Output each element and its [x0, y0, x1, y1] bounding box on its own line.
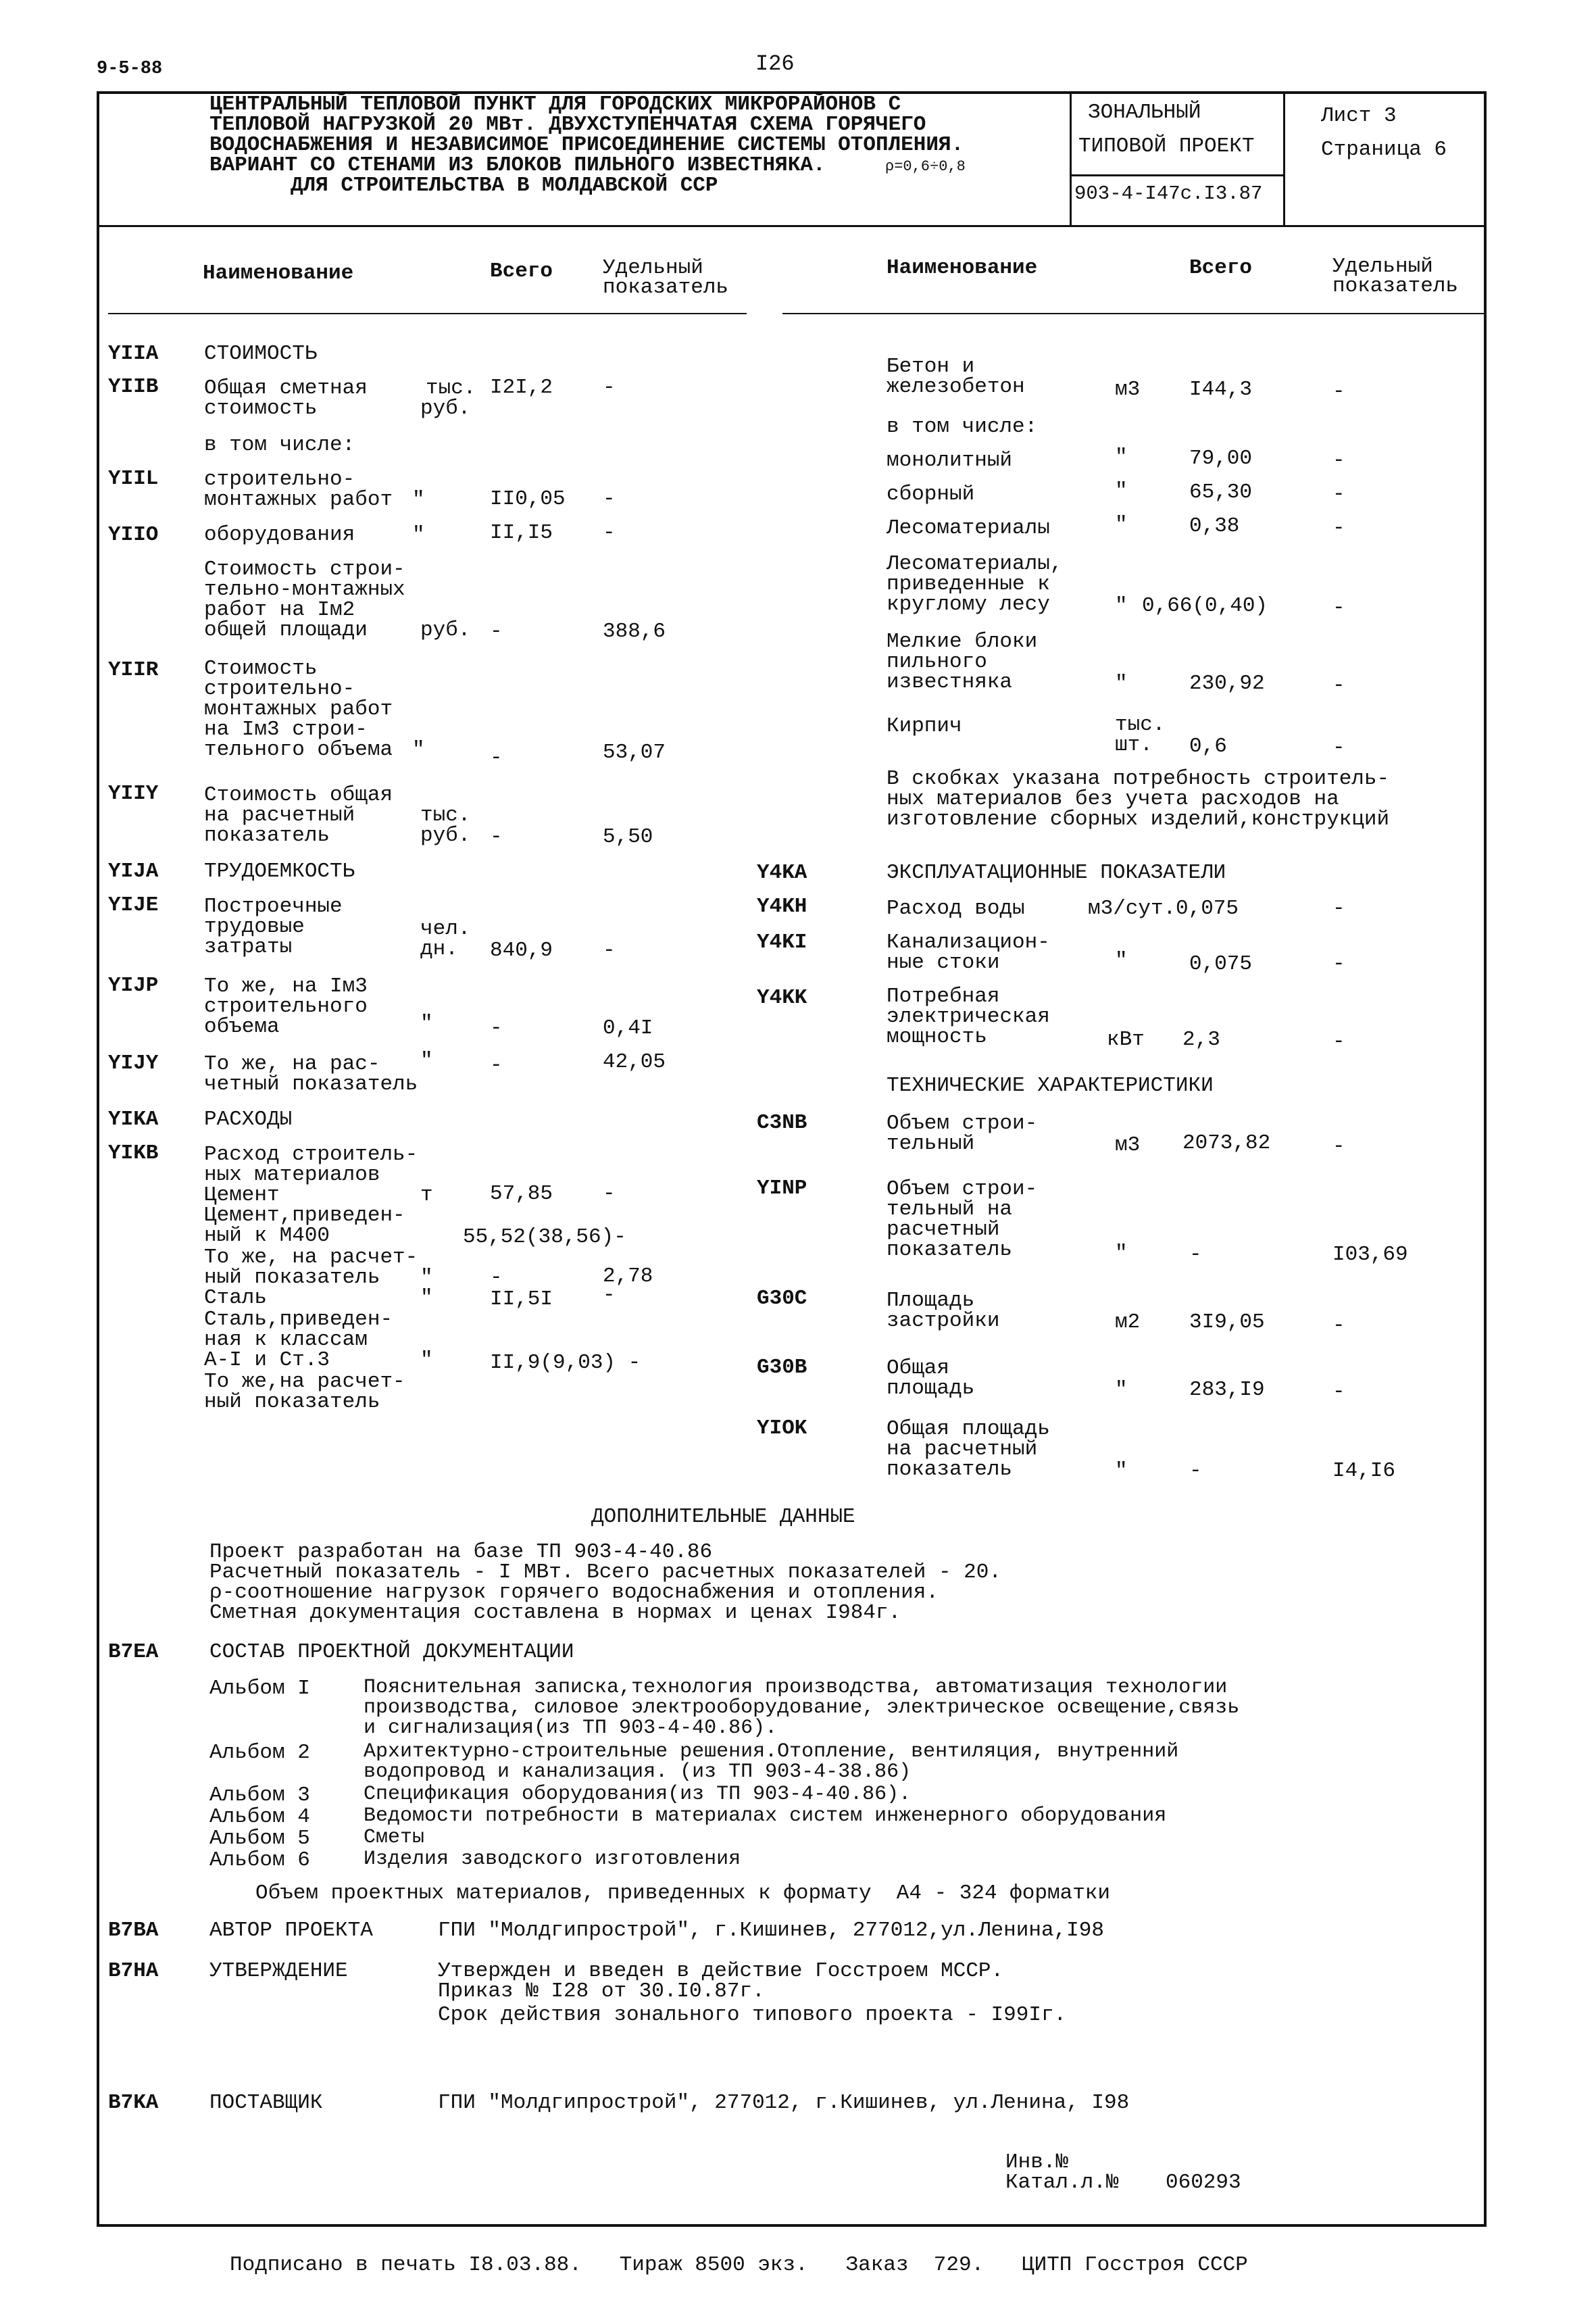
album-text: производства, силовое электрооборудование, электрическое освещение,связь — [364, 1696, 1240, 1719]
row-label: Расход воды — [887, 897, 1025, 920]
approval-line: Срок действия зонального типового проекта - I99Iг. — [438, 2003, 1067, 2027]
row-label: мощность — [887, 1025, 987, 1049]
row-label: известняка — [887, 670, 1013, 694]
approval-line: Приказ № I28 от 30.I0.87г. — [438, 1979, 765, 2003]
row-spec: - — [1332, 380, 1345, 403]
row-label: РАСХОДЫ — [204, 1108, 293, 1131]
row-unit: " — [420, 1049, 433, 1073]
row-label: в том числе: — [204, 433, 355, 457]
additional-title: ДОПОЛНИТЕЛЬНЫЕ ДАННЫЕ — [591, 1505, 855, 1529]
album-label: Альбом I — [209, 1677, 310, 1700]
row-unit: руб. — [420, 618, 471, 642]
row-code: YIKA — [108, 1108, 159, 1131]
row-label: монтажных работ — [204, 488, 393, 512]
bracket-note-line: изготовление сборных изделий,конструкций — [887, 808, 1390, 831]
row-total: 3I9,05 — [1189, 1310, 1265, 1334]
row-total: - — [490, 746, 503, 770]
row-code: YINP — [757, 1177, 807, 1200]
row-label: Построечные — [204, 895, 343, 918]
steel-total: II,5I — [490, 1287, 553, 1311]
row-total: - — [1189, 1459, 1202, 1483]
row-unit: дн. — [420, 937, 458, 961]
row-spec: 42,05 — [603, 1050, 666, 1074]
additional-line: ρ-соотношение нагрузок горячего водоснабжения и отопления. — [209, 1581, 939, 1604]
row-label: Общая сметная — [204, 376, 368, 400]
row-code: C3NB — [757, 1111, 807, 1135]
composition-code: B7EA — [108, 1640, 159, 1664]
row-label: СТОИМОСТЬ — [204, 342, 318, 366]
row-label: тельный на — [887, 1198, 1013, 1221]
approval-code: B7HA — [108, 1959, 159, 1983]
row-unit: " — [412, 488, 425, 512]
row-spec: I03,69 — [1332, 1243, 1408, 1266]
row-label: Кирпич — [887, 714, 962, 738]
album-text: Архитектурно-строительные решения.Отопление, вентиляция, внутренний — [364, 1740, 1179, 1763]
cement-total: 57,85 — [490, 1182, 553, 1206]
row-spec: - — [1332, 1380, 1345, 1404]
col-name-right: Наименование — [887, 256, 1038, 280]
composition-title: СОСТАВ ПРОЕКТНОЙ ДОКУМЕНТАЦИИ — [209, 1640, 574, 1664]
row-label: показатель — [887, 1458, 1013, 1481]
album-text: Спецификация оборудования(из ТП 903-4-40.86). — [364, 1783, 912, 1806]
album-label: Альбом 5 — [209, 1827, 310, 1850]
row-code: G30C — [757, 1287, 807, 1310]
row-total: II0,05 — [490, 487, 566, 511]
row-label: общей площади — [204, 618, 368, 642]
row-spec: - — [1332, 897, 1345, 920]
row-label: четный показатель — [204, 1073, 418, 1096]
row-spec: - — [1332, 1135, 1345, 1158]
bracket-note-line: В скобках указана потребность строитель- — [887, 767, 1390, 791]
same-spec: 2,78 — [603, 1264, 653, 1288]
row-code: YIJE — [108, 893, 159, 917]
row-total: 840,9 — [490, 939, 553, 962]
header-divider — [97, 225, 1487, 227]
row-unit: тыс. шт. — [1115, 713, 1166, 757]
row-total: I44,3 — [1189, 378, 1253, 401]
col-spec-left-1: Удельный — [603, 256, 703, 280]
album-label: Альбом 3 — [209, 1783, 310, 1807]
row-label: электрическая — [887, 1005, 1050, 1029]
a1-total: II,9(9,03) - — [490, 1351, 641, 1375]
row-spec: - — [1332, 483, 1345, 506]
cement-spec: - — [603, 1182, 616, 1206]
col-spec-right-1: Удельный — [1332, 255, 1433, 278]
row-total: - — [490, 825, 503, 849]
row-total: - — [490, 1054, 503, 1077]
row-code: YIIB — [108, 375, 159, 399]
row-label: тельный — [887, 1132, 975, 1156]
header-underline-right — [782, 313, 1485, 314]
album-text: Изделия заводского изготовления — [364, 1848, 741, 1871]
row-label: железобетон — [887, 375, 1025, 399]
steel-spec: - — [603, 1283, 616, 1307]
row-unit: м3/сут. — [1088, 897, 1176, 920]
row-unit: руб. — [420, 397, 471, 420]
header-code-divider — [1070, 174, 1283, 176]
row-label: Расход строитель- — [204, 1143, 418, 1166]
album-text: Сметы — [364, 1826, 425, 1849]
row-total: 2073,82 — [1182, 1131, 1271, 1155]
row-label: Объем строи- — [887, 1112, 1038, 1135]
row-total: 0,66(0,40) — [1142, 594, 1268, 618]
row-label: строительно- — [204, 677, 355, 701]
same-total: - — [490, 1266, 503, 1289]
row-label: ный показатель — [204, 1390, 380, 1414]
row-unit: " — [1115, 479, 1128, 503]
steel-unit: " — [420, 1286, 433, 1310]
row-total: 0,075 — [1189, 952, 1253, 976]
row-label: затраты — [204, 935, 293, 959]
row-unit: " — [1115, 445, 1128, 469]
row-label: тельного объема — [204, 738, 393, 762]
album-text: и сигнализация(из ТП 903-4-40.86). — [364, 1717, 778, 1740]
row-unit: " — [412, 523, 425, 547]
cement-unit: т — [420, 1183, 433, 1207]
row-label: сборный — [887, 483, 975, 506]
row-label: ный показатель — [204, 1266, 380, 1289]
row-label: Мелкие блоки — [887, 630, 1038, 654]
row-label: монтажных работ — [204, 697, 393, 721]
rho-note: ρ=0,6÷0,8 — [885, 158, 966, 175]
row-label: строительно- — [204, 468, 355, 491]
row-label: Объем строи- — [887, 1177, 1038, 1201]
row-label: тельно-монтажных — [204, 578, 405, 601]
page-label: Страница 6 — [1321, 138, 1447, 162]
row-label: То же, на Iм3 — [204, 975, 368, 998]
row-spec: - — [1332, 1314, 1345, 1337]
footer-imprint: Подписано в печать I8.03.88. Тираж 8500 экз. Заказ 729. ЦИТП Госстроя СССР — [230, 2253, 1248, 2277]
row-spec: 388,6 — [603, 620, 666, 643]
row-code: YIIA — [108, 342, 159, 366]
row-code: Y4KH — [757, 895, 807, 918]
col-name-left: Наименование — [203, 262, 354, 285]
row-label: круглому лесу — [887, 593, 1050, 616]
row-label: ный к М400 — [204, 1224, 330, 1248]
row-label: Лесоматериалы, — [887, 552, 1063, 576]
row-spec: 53,07 — [603, 741, 666, 764]
header-underline-left — [108, 313, 747, 314]
title-line: ВОДОСНАБЖЕНИЯ И НЕЗАВИСИМОЕ ПРИСОЕДИНЕНИЕ СИСТЕМЫ ОТОПЛЕНИЯ. — [209, 133, 964, 157]
a1-unit: " — [420, 1348, 433, 1372]
cement-m400-total: 55,52(38,56)- — [463, 1225, 626, 1249]
row-label: ТРУДОЕМКОСТЬ — [204, 860, 355, 883]
row-label: на Iм3 строи- — [204, 718, 368, 741]
row-label: объема — [204, 1015, 280, 1039]
row-label: Канализацион- — [887, 931, 1050, 954]
row-label: ные стоки — [887, 951, 1000, 975]
additional-line: Проект разработан на базе ТП 903-4-40.86 — [209, 1540, 713, 1564]
album-text: Пояснительная записка,технология производства, автоматизация технологии — [364, 1676, 1228, 1699]
row-total: 0,38 — [1189, 514, 1240, 538]
row-total: - — [490, 1016, 503, 1040]
col-spec-left-2: показатель — [603, 276, 729, 299]
header-vdivider-1 — [1070, 91, 1072, 225]
title-line: ТЕПЛОВОЙ НАГРУЗКОЙ 20 МВт. ДВУХСТУПЕНЧАТАЯ СХЕМА ГОРЯЧЕГО — [209, 113, 926, 137]
approval-line: Утвержден и введен в действие Госстроем МССР. — [438, 1959, 1004, 1983]
supplier-label: ПОСТАВЩИК — [209, 2091, 323, 2115]
row-unit: м3 — [1115, 378, 1141, 401]
row-code: Y4KA — [757, 861, 807, 885]
row-label: А-I и Ст.3 — [204, 1348, 330, 1372]
row-code: YIOK — [757, 1417, 807, 1440]
row-code: YIIR — [108, 658, 159, 682]
row-label: стоимость — [204, 397, 318, 420]
row-unit: м2 — [1115, 1310, 1141, 1334]
row-unit: руб. — [420, 824, 471, 847]
row-label: То же, на расчет- — [204, 1246, 418, 1269]
row-spec: 0,4I — [603, 1016, 653, 1040]
row-total: 283,I9 — [1189, 1378, 1265, 1402]
row-spec: I4,I6 — [1332, 1459, 1396, 1483]
album-text: водопровод и канализация. (из ТП 903-4-38.86) — [364, 1761, 912, 1783]
bracket-note-line: ных материалов без учета расходов на — [887, 787, 1339, 811]
author-text: ГПИ "Молдгипрострой", г.Кишинев, 277012,ул.Ленина,I98 — [438, 1919, 1104, 1942]
catalog-label: Катал.л.№ — [1005, 2171, 1119, 2194]
zonal-label: ЗОНАЛЬНЫЙ — [1088, 101, 1201, 124]
row-code: YIKB — [108, 1141, 159, 1165]
row-unit: " — [1115, 1378, 1128, 1402]
row-label: Площадь — [887, 1289, 975, 1312]
row-label: монолитный — [887, 449, 1013, 472]
col-total-right: Всего — [1189, 256, 1253, 280]
row-label: ная к классам — [204, 1328, 368, 1352]
row-label: Общая площадь — [887, 1417, 1050, 1441]
row-label: Потребная — [887, 985, 1000, 1008]
row-label: Стоимость общая — [204, 783, 393, 807]
row-total: - — [490, 620, 503, 643]
album-label: Альбом 2 — [209, 1741, 310, 1765]
row-code: YIIO — [108, 523, 159, 547]
row-code: YIJY — [108, 1052, 159, 1075]
row-code: Y4KK — [757, 986, 807, 1010]
title-line: ДЛЯ СТРОИТЕЛЬСТВА В МОЛДАВСКОЙ ССР — [291, 174, 718, 197]
row-unit: " — [1115, 1241, 1128, 1265]
row-label: Стоимость строи- — [204, 558, 405, 581]
row-label: застройки — [887, 1309, 1000, 1333]
supplier-text: ГПИ "Молдгипрострой", 277012, г.Кишинев, ул.Ленина, I98 — [438, 2091, 1130, 2115]
row-spec: - — [1332, 596, 1345, 620]
row-label: Цемент — [204, 1183, 280, 1207]
row-code: Y4KI — [757, 931, 807, 954]
row-code: YIIL — [108, 467, 159, 491]
row-label: То же, на рас- — [204, 1052, 380, 1076]
row-label: показатель — [887, 1238, 1013, 1262]
page-number: I26 — [755, 51, 795, 76]
row-unit: " — [1115, 513, 1128, 537]
row-label: ТЕХНИЧЕСКИЕ ХАРАКТЕРИСТИКИ — [887, 1074, 1214, 1098]
row-total: 0,075 — [1176, 897, 1239, 920]
title-line: ЦЕНТРАЛЬНЫЙ ТЕПЛОВОЙ ПУНКТ ДЛЯ ГОРОДСКИХ МИКРОРАЙОНОВ С — [209, 93, 901, 116]
same-unit: " — [420, 1266, 433, 1289]
row-spec: - — [603, 376, 616, 399]
row-label: ных материалов — [204, 1163, 380, 1187]
approval-label: УТВЕРЖДЕНИЕ — [209, 1959, 348, 1983]
row-unit: " — [1115, 1459, 1128, 1483]
row-label: работ на Iм2 — [204, 598, 355, 622]
row-unit: " — [1115, 949, 1128, 973]
row-total: 230,92 — [1189, 672, 1265, 695]
album-text: Ведомости потребности в материалах систем инженерного оборудования — [364, 1804, 1167, 1827]
row-label: ЭКСПЛУАТАЦИОННЫЕ ПОКАЗАТЕЛИ — [887, 861, 1226, 885]
row-total: 0,6 — [1189, 735, 1227, 758]
row-label: Стоимость — [204, 657, 318, 681]
row-code: YIJA — [108, 860, 159, 883]
project-code: 903-4-I47с.I3.87 — [1074, 182, 1263, 205]
row-label: оборудования — [204, 523, 355, 547]
row-unit: тыс. — [420, 804, 471, 827]
author-label: АВТОР ПРОЕКТА — [209, 1919, 373, 1942]
row-spec: - — [603, 521, 616, 545]
row-spec: 5,50 — [603, 825, 653, 849]
row-spec: - — [1332, 449, 1345, 472]
row-unit: " — [1115, 672, 1128, 695]
row-total: - — [1189, 1243, 1202, 1266]
row-code: YIJP — [108, 974, 159, 998]
additional-line: Расчетный показатель - I МВт. Всего расчетных показателей - 20. — [209, 1560, 1001, 1584]
title-line: ВАРИАНТ СО СТЕНАМИ ИЗ БЛОКОВ ПИЛЬНОГО ИЗВЕСТНЯКА. — [209, 153, 826, 177]
row-spec: - — [1332, 736, 1345, 760]
row-label: приведенные к — [887, 572, 1050, 596]
row-label: Бетон и — [887, 355, 975, 378]
row-total: I2I,2 — [490, 376, 553, 399]
row-label: Сталь — [204, 1286, 268, 1310]
row-unit: " — [1115, 594, 1128, 618]
col-spec-right-2: показатель — [1332, 274, 1459, 298]
print-date: 9-5-88 — [97, 59, 163, 79]
row-label: расчетный — [887, 1218, 1000, 1241]
additional-line: Сметная документация составлена в нормах и ценах I984г. — [209, 1601, 901, 1625]
album-label: Альбом 6 — [209, 1848, 310, 1872]
row-spec: - — [1332, 952, 1345, 976]
row-label: пильного — [887, 650, 987, 674]
row-label: в том числе: — [887, 415, 1038, 439]
row-unit: тыс. — [426, 376, 476, 400]
row-label: Сталь,приведен- — [204, 1308, 393, 1331]
row-unit: " — [420, 1012, 433, 1035]
row-label: Цемент,приведен- — [204, 1204, 405, 1227]
author-code: B7BA — [108, 1919, 159, 1942]
row-spec: - — [1332, 516, 1345, 540]
row-label: показатель — [204, 824, 330, 847]
row-unit: " — [412, 738, 425, 762]
row-label: на расчетный — [887, 1437, 1038, 1461]
row-label: на расчетный — [204, 804, 355, 827]
row-total: 79,00 — [1189, 447, 1253, 470]
catalog-number: 060293 — [1166, 2171, 1241, 2194]
col-total-left: Всего — [490, 260, 553, 283]
row-total: 65,30 — [1189, 481, 1253, 504]
row-unit: кВт — [1107, 1028, 1145, 1052]
album-label: Альбом 4 — [209, 1805, 310, 1829]
row-label: площадь — [887, 1377, 975, 1400]
row-label: Лесоматериалы — [887, 516, 1050, 540]
sheet-label: Лист 3 — [1321, 104, 1397, 128]
row-total: 2,3 — [1182, 1028, 1220, 1052]
row-label: Общая — [887, 1356, 950, 1380]
row-total: II,I5 — [490, 521, 553, 545]
row-code: YIIY — [108, 782, 159, 806]
row-spec: - — [603, 487, 616, 511]
row-spec: - — [1332, 674, 1345, 697]
row-spec: - — [603, 939, 616, 962]
row-label: То же,на расчет- — [204, 1370, 405, 1394]
row-spec: - — [1332, 1030, 1345, 1054]
supplier-code: B7KA — [108, 2091, 159, 2115]
volume-line: Объем проектных материалов, приведенных к формату А4 - 324 форматки — [255, 1881, 1111, 1905]
inventory-label: Инв.№ — [1005, 2150, 1069, 2174]
row-label: строительного — [204, 995, 368, 1018]
header-vdivider-2 — [1283, 91, 1285, 225]
row-code: G30B — [757, 1356, 807, 1379]
row-unit: м3 — [1115, 1133, 1141, 1157]
typical-project-label: ТИПОВОЙ ПРОЕКТ — [1078, 134, 1255, 158]
row-unit: чел. — [420, 917, 471, 941]
row-label: трудовые — [204, 915, 305, 939]
